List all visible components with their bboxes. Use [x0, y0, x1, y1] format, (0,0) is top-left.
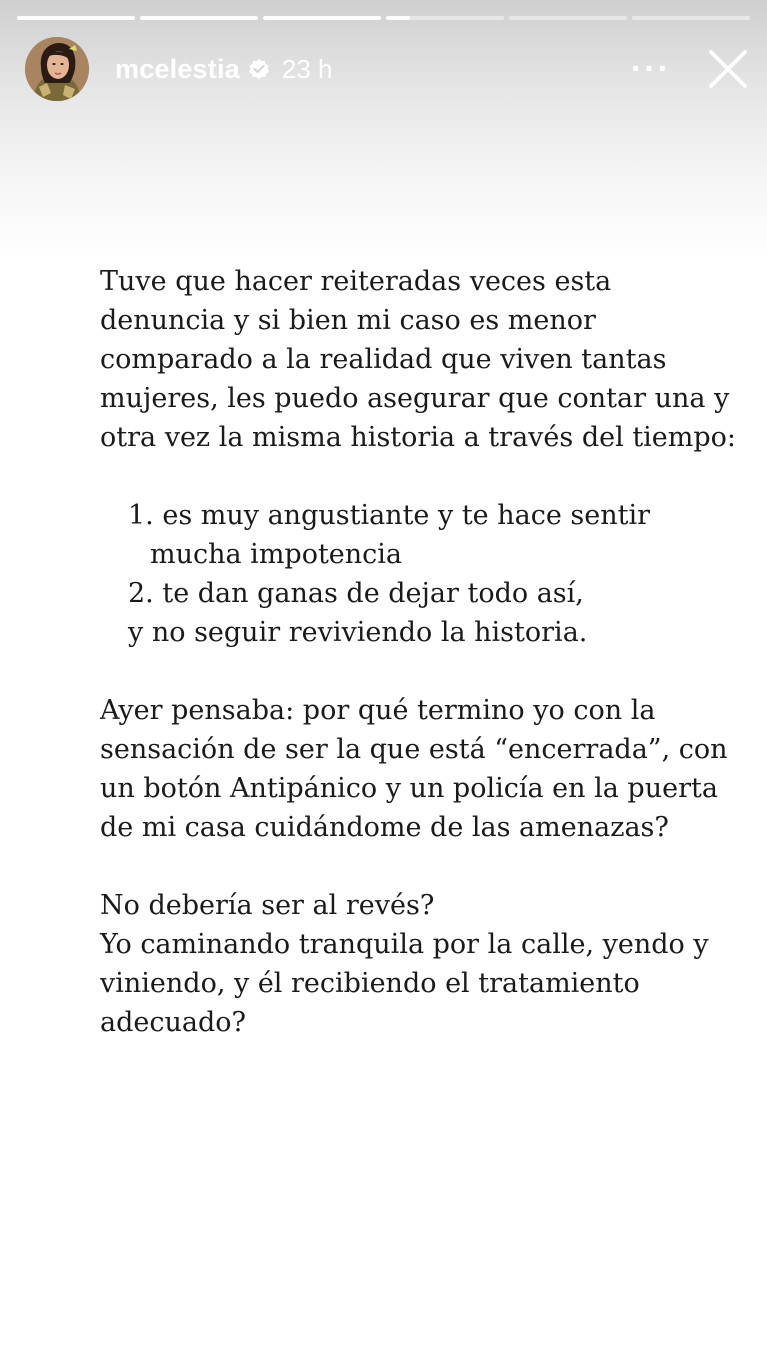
- paragraph-question: No debería ser al revés?: [100, 890, 435, 921]
- paragraph-closing: Yo caminando tranquila por la calle, yendo y viniendo, y él recibiendo el tratamiento adecuado?: [100, 929, 709, 1038]
- list-item: [100, 496, 740, 574]
- progress-segment: [140, 16, 258, 20]
- avatar[interactable]: [25, 37, 89, 101]
- progress-segment: [17, 16, 135, 20]
- close-icon[interactable]: [707, 48, 749, 90]
- story-progress-bar: [17, 16, 750, 20]
- list-item-text: mucha impotencia: [150, 539, 403, 570]
- story-text: [100, 262, 740, 1042]
- progress-segment: [263, 16, 381, 20]
- verified-badge-icon: [248, 58, 270, 80]
- more-options-icon[interactable]: ···: [631, 50, 671, 88]
- progress-segment: [632, 16, 750, 20]
- list-item-text: y no seguir reviviendo la historia.: [128, 617, 588, 648]
- paragraph-reflection: Ayer pensaba: por qué termino yo con la sensación de ser la que está “encerrada”, con un botón Antipánico y un policía en la puerta de mi casa cuidándome de las amenazas?: [100, 695, 728, 843]
- story-header: [25, 36, 749, 102]
- paragraph-intro: Tuve que hacer reiteradas veces esta denuncia y si bien mi caso es menor comparado a la realidad que viven tantas mujeres, les puedo asegurar que contar una y otra vez la misma historia a través del tiempo:: [100, 266, 737, 453]
- username[interactable]: mcelestia: [115, 53, 240, 84]
- list-item-text: 1. es muy angustiante y te hace sentir: [128, 500, 651, 531]
- progress-segment: [386, 16, 504, 20]
- list-item-text: 2. te dan ganas de dejar todo así,: [128, 578, 584, 609]
- list-item: [100, 574, 740, 652]
- progress-segment: [509, 16, 627, 20]
- post-time: 23 h: [281, 53, 333, 84]
